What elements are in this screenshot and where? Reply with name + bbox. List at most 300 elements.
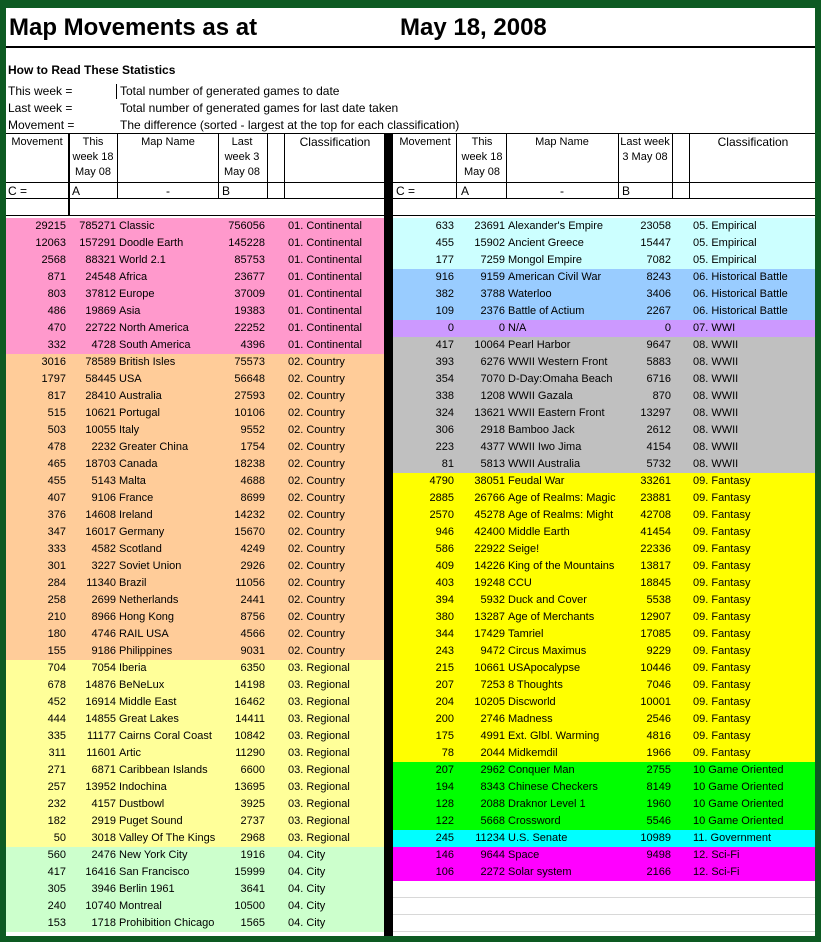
cell-classification: 02. Country [288,611,345,623]
cell-map-name: Middle Earth [508,526,570,538]
code-map-name: - [166,184,170,198]
cell-classification: 09. Fantasy [693,492,751,504]
cell-this-week: 18703 [85,458,116,470]
cell-map-name: Netherlands [119,594,179,606]
cell-movement: 409 [435,560,454,572]
cell-last-week: 9552 [240,424,265,436]
cell-map-name: American Civil War [508,271,602,283]
cell-last-week: 1960 [646,798,671,810]
cell-last-week: 10001 [640,696,671,708]
grid-line [218,133,219,198]
cell-last-week: 2612 [646,424,671,436]
cell-this-week: 2232 [91,441,116,453]
cell-map-name: Malta [119,475,146,487]
cell-map-name: Great Lakes [119,713,179,725]
table-row [393,830,815,847]
cell-this-week: 3018 [91,832,116,844]
cell-classification: 02. Country [288,373,345,385]
cell-last-week: 15670 [234,526,265,538]
table-row [393,779,815,796]
cell-last-week: 14232 [234,509,265,521]
cell-map-name: Africa [119,271,148,283]
cell-this-week: 1718 [91,917,116,929]
cell-this-week: 6871 [91,764,116,776]
cell-this-week: 23691 [474,220,505,232]
cell-map-name: Montreal [119,900,162,912]
grid-line [117,133,118,198]
table-row [6,507,384,524]
table-row [393,592,815,609]
header-classification: Classification [299,135,371,149]
cell-movement: 153 [47,917,66,929]
cell-movement: 586 [435,543,454,555]
cell-classification: 09. Fantasy [693,730,751,742]
cell-this-week: 15902 [474,237,505,249]
table-row [6,490,384,507]
code-movement: C = [8,184,28,198]
cell-movement: 3016 [41,356,66,368]
table-row [6,456,384,473]
cell-map-name: WWII Australia [508,458,581,470]
header-this-week: This week 18 May 08 [461,136,503,178]
table-row [393,575,815,592]
cell-movement: 258 [47,594,66,606]
table-row [6,303,384,320]
cell-this-week: 13621 [474,407,505,419]
cell-last-week: 14198 [234,679,265,691]
cell-this-week: 14608 [85,509,116,521]
cell-last-week: 9031 [240,645,265,657]
cell-last-week: 9498 [646,849,671,861]
cell-last-week: 75573 [234,356,265,368]
cell-classification: 03. Regional [288,730,350,742]
table-row [393,507,815,524]
cell-map-name: Cairns Coral Coast [119,730,212,742]
cell-this-week: 78589 [85,356,116,368]
cell-classification: 06. Historical Battle [693,305,788,317]
cell-this-week: 5143 [91,475,116,487]
cell-classification: 09. Fantasy [693,662,751,674]
cell-classification: 03. Regional [288,764,350,776]
cell-movement: 271 [47,764,66,776]
cell-last-week: 1966 [646,747,671,759]
cell-movement: 332 [47,339,66,351]
cell-movement: 946 [435,526,454,538]
cell-last-week: 10446 [640,662,671,674]
howto-heading: How to Read These Statistics [8,63,176,77]
table-row [6,779,384,796]
cell-movement: 257 [47,781,66,793]
cell-movement: 338 [435,390,454,402]
cell-last-week: 7046 [646,679,671,691]
cell-this-week: 10661 [474,662,505,674]
cell-classification: 01. Continental [288,288,362,300]
table-row [6,762,384,779]
cell-movement: 478 [47,441,66,453]
cell-classification: 02. Country [288,492,345,504]
cell-map-name: Europe [119,288,155,300]
table-row [393,303,815,320]
cell-classification: 09. Fantasy [693,679,751,691]
cell-map-name: Madness [508,713,553,725]
table-row [393,371,815,388]
header-movement: Movement [399,136,451,148]
table-row [393,626,815,643]
table-row [6,592,384,609]
cell-classification: 11. Government [693,832,772,844]
cell-this-week: 24548 [85,271,116,283]
cell-classification: 09. Fantasy [693,577,751,589]
grid-line [618,133,619,198]
cell-classification: 09. Fantasy [693,560,751,572]
cell-last-week: 4816 [646,730,671,742]
cell-last-week: 2267 [646,305,671,317]
cell-this-week: 45278 [474,509,505,521]
cell-this-week: 13287 [474,611,505,623]
table-row [393,541,815,558]
cell-map-name: Caribbean Islands [119,764,208,776]
cell-classification: 04. City [288,900,326,912]
cell-movement: 347 [47,526,66,538]
cell-last-week: 2441 [240,594,265,606]
table-row [393,728,815,745]
cell-this-week: 16914 [85,696,116,708]
cell-map-name: Doodle Earth [119,237,184,249]
cell-this-week: 7054 [91,662,116,674]
cell-map-name: King of the Mountains [508,560,615,572]
cell-map-name: Scotland [119,543,162,555]
table-row [6,371,384,388]
cell-last-week: 870 [652,390,671,402]
cell-this-week: 2376 [480,305,505,317]
cell-classification: 03. Regional [288,815,350,827]
cell-map-name: Berlin 1961 [119,883,175,895]
cell-classification: 08. WWII [693,390,739,402]
cell-movement: 306 [435,424,454,436]
cell-this-week: 2919 [91,815,116,827]
cell-map-name: N/A [508,322,527,334]
cell-map-name: Portugal [119,407,160,419]
cell-map-name: British Isles [119,356,176,368]
cell-classification: 02. Country [288,509,345,521]
cell-classification: 08. WWII [693,407,739,419]
cell-this-week: 9159 [480,271,505,283]
table-row [393,677,815,694]
cell-movement: 12063 [35,237,66,249]
table-row [6,881,384,898]
table-row [6,286,384,303]
table-row [6,218,384,235]
cell-last-week: 14411 [235,713,265,725]
cell-this-week: 9644 [480,849,505,861]
cell-movement: 207 [435,764,454,776]
table-row [393,490,815,507]
cell-map-name: Puget Sound [119,815,183,827]
cell-map-name: New York City [119,849,188,861]
table-row [6,660,384,677]
cell-map-name: Dustbowl [119,798,165,810]
cell-movement: 177 [435,254,454,266]
cell-map-name: Age of Merchants [508,611,595,623]
table-row [393,439,815,456]
cell-this-week: 2746 [480,713,505,725]
cell-movement: 817 [47,390,66,402]
table-row [393,218,815,235]
cell-classification: 02. Country [288,560,345,572]
cell-this-week: 2962 [480,764,505,776]
cell-movement: 417 [47,866,66,878]
cell-last-week: 5883 [646,356,671,368]
table-row [6,609,384,626]
table-row [6,711,384,728]
howto-desc: The difference (sorted - largest at the top for each classification) [120,118,460,132]
table-row [393,609,815,626]
cell-this-week: 11177 [87,730,116,742]
table-row [6,405,384,422]
cell-movement: 200 [435,713,454,725]
cell-movement: 29215 [35,220,66,232]
table-row [6,796,384,813]
cell-last-week: 2755 [646,764,671,776]
cell-last-week: 56648 [234,373,265,385]
cell-this-week: 157291 [79,237,116,249]
grid-line [672,133,673,198]
cell-this-week: 11340 [86,577,116,589]
cell-map-name: Space [508,849,540,861]
cell-movement: 240 [47,900,66,912]
grid-line [68,133,70,215]
howto-label: This week = [8,84,73,98]
cell-this-week: 16017 [85,526,116,538]
cell-movement: 122 [435,815,454,827]
cell-classification: 09. Fantasy [693,475,751,487]
cell-this-week: 3788 [480,288,505,300]
grid-line [456,133,457,198]
cell-last-week: 10106 [234,407,265,419]
cell-classification: 05. Empirical [693,220,757,232]
cell-last-week: 19383 [234,305,265,317]
cell-movement: 393 [435,356,454,368]
cell-this-week: 42400 [474,526,505,538]
cell-map-name: D-Day:Omaha Beach [508,373,613,385]
cell-movement: 803 [47,288,66,300]
empty-row [393,898,815,915]
cell-last-week: 1565 [240,917,265,929]
table-row [393,796,815,813]
cell-classification: 02. Country [288,424,345,436]
cell-map-name: Draknor Level 1 [508,798,586,810]
cell-map-name: Seige! [508,543,540,555]
cell-movement: 109 [435,305,454,317]
cell-map-name: San Francisco [119,866,190,878]
cell-map-name: Hong Kong [119,611,175,623]
cell-this-week: 8966 [91,611,116,623]
cell-this-week: 5668 [480,815,505,827]
cell-classification: 01. Continental [288,254,362,266]
cell-this-week: 4582 [91,543,116,555]
cell-movement: 560 [47,849,66,861]
table-row [6,728,384,745]
cell-map-name: Pearl Harbor [508,339,571,351]
cell-last-week: 8756 [240,611,265,623]
cell-movement: 515 [47,407,66,419]
cell-this-week: 9106 [91,492,116,504]
cell-map-name: Age of Realms: Magic [508,492,616,504]
cell-movement: 444 [47,713,66,725]
table-row [393,864,815,881]
cell-map-name: Middle East [119,696,177,708]
cell-classification: 02. Country [288,441,345,453]
cell-classification: 09. Fantasy [693,543,751,555]
cell-map-name: 8 Thoughts [508,679,563,691]
cell-map-name: Germany [119,526,165,538]
cell-this-week: 2699 [91,594,116,606]
cell-last-week: 18845 [640,577,671,589]
cell-last-week: 7082 [646,254,671,266]
title-divider [6,46,815,48]
cell-classification: 02. Country [288,407,345,419]
empty-row [393,881,815,898]
cell-last-week: 13297 [640,407,671,419]
cell-classification: 02. Country [288,577,345,589]
cell-movement: 678 [47,679,66,691]
table-row [393,405,815,422]
cell-movement: 0 [447,322,454,334]
cell-classification: 04. City [288,849,326,861]
cell-last-week: 2737 [240,815,265,827]
table-row [6,439,384,456]
cell-last-week: 4688 [240,475,265,487]
table-row [6,524,384,541]
cell-this-week: 2044 [480,747,505,759]
cell-classification: 12. Sci-Fi [693,866,740,878]
grid-line [6,133,815,134]
cell-movement: 2570 [429,509,454,521]
cell-last-week: 8699 [240,492,265,504]
grid-line [6,198,815,199]
cell-last-week: 6350 [240,662,265,674]
cell-last-week: 9647 [646,339,671,351]
howto-label: Movement = [8,118,75,132]
cell-classification: 02. Country [288,475,345,487]
table-row [6,422,384,439]
table-row [393,473,815,490]
cell-map-name: France [119,492,154,504]
cell-movement: 311 [48,747,66,759]
cell-last-week: 5546 [646,815,671,827]
cell-last-week: 22336 [640,543,671,555]
cell-this-week: 7253 [480,679,505,691]
cell-classification: 03. Regional [288,679,350,691]
cell-last-week: 2166 [646,866,671,878]
cell-movement: 182 [47,815,66,827]
table-row [6,541,384,558]
table-row [6,575,384,592]
cell-this-week: 1208 [480,390,505,402]
cell-this-week: 22922 [474,543,505,555]
cell-movement: 245 [435,832,454,844]
cell-this-week: 10621 [85,407,116,419]
cell-this-week: 38051 [474,475,505,487]
cell-this-week: 7259 [480,254,505,266]
table-row [6,269,384,286]
cell-map-name: Italy [119,424,140,436]
cell-map-name: WWII Western Front [508,356,608,368]
cell-this-week: 4157 [91,798,116,810]
code-map-name: - [560,184,564,198]
table-row [6,252,384,269]
cell-movement: 465 [47,458,66,470]
cell-this-week: 785271 [79,220,116,232]
cell-classification: 01. Continental [288,339,362,351]
table-row [393,286,815,303]
cell-classification: 03. Regional [288,696,350,708]
table-row [393,558,815,575]
cell-map-name: Prohibition Chicago [119,917,215,929]
table-row [6,694,384,711]
cell-last-week: 6600 [240,764,265,776]
cell-this-week: 11234 [475,832,505,844]
cell-movement: 407 [47,492,66,504]
cell-classification: 05. Empirical [693,254,757,266]
cell-map-name: Australia [119,390,162,402]
cell-last-week: 8243 [646,271,671,283]
cell-this-week: 2272 [480,866,505,878]
cell-classification: 08. WWII [693,441,739,453]
cell-last-week: 15447 [640,237,671,249]
cell-classification: 01. Continental [288,322,362,334]
table-row [6,864,384,881]
cell-classification: 10 Game Oriented [693,815,784,827]
cell-map-name: Midkemdil [508,747,558,759]
cell-map-name: Ancient Greece [508,237,584,249]
cell-classification: 02. Country [288,390,345,402]
cell-movement: 180 [47,628,66,640]
table-row [6,354,384,371]
cell-this-week: 3227 [91,560,116,572]
cell-classification: 02. Country [288,356,345,368]
cell-map-name: Crossword [508,815,561,827]
cell-last-week: 756056 [228,220,265,232]
cell-last-week: 3641 [240,883,265,895]
cell-map-name: South America [119,339,191,351]
cell-last-week: 33261 [640,475,671,487]
cell-classification: 09. Fantasy [693,747,751,759]
cell-movement: 376 [47,509,66,521]
cell-map-name: Soviet Union [119,560,182,572]
cell-movement: 452 [47,696,66,708]
table-row [393,337,815,354]
cell-last-week: 85753 [234,254,265,266]
table-row [6,915,384,932]
cell-last-week: 2926 [240,560,265,572]
cell-this-week: 58445 [85,373,116,385]
table-row [393,694,815,711]
cell-last-week: 2546 [646,713,671,725]
table-row [6,235,384,252]
cell-map-name: Waterloo [508,288,552,300]
cell-last-week: 13695 [234,781,265,793]
cell-last-week: 2968 [240,832,265,844]
cell-last-week: 1916 [240,849,265,861]
cell-movement: 81 [441,458,454,470]
cell-map-name: World 2.1 [119,254,166,266]
cell-this-week: 88321 [85,254,116,266]
cell-movement: 2885 [429,492,454,504]
table-row [6,643,384,660]
cell-movement: 354 [435,373,454,385]
cell-map-name: Ireland [119,509,153,521]
